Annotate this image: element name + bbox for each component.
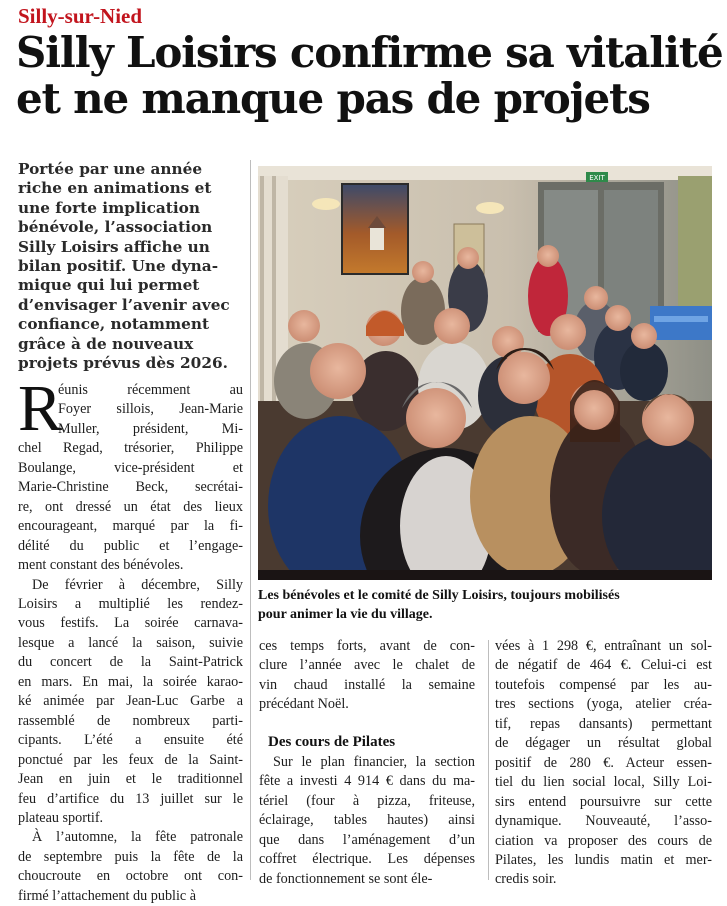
text-line: que dans l’aménagement d’un: [259, 831, 475, 848]
section-kicker: Silly-sur-Nied: [18, 4, 143, 28]
lead-line: grâce à de nouveaux: [18, 334, 194, 353]
text-line: À l’automne, la fête patronale: [32, 829, 243, 846]
lead-line: d’envisager l’avenir avec: [18, 295, 230, 314]
text-line: sirs entend poursuivre sur cette: [495, 793, 712, 810]
text-line: positif de 280 €. Acteur essen-: [495, 754, 712, 771]
text-line: du concert de la Saint-Patrick: [18, 654, 243, 671]
text-line: de septembre puis la fête de la: [18, 848, 243, 865]
text-line: vous festifs. La soirée carnava-: [18, 615, 243, 632]
text-line: cipants. L’été a ensuite été: [18, 732, 243, 749]
text-line: Foyer sillois, Jean-Marie: [58, 401, 243, 418]
text-line: feu d’artifice du 13 juillet sur le: [18, 790, 243, 807]
text-line: tres sections (yoga, atelier créa-: [495, 696, 712, 713]
section-subhead: Des cours de Pilates: [268, 734, 396, 750]
text-line: tif, repas dansants) permettant: [495, 715, 712, 732]
text-line: plateau sportif.: [18, 809, 104, 826]
column-divider: [488, 640, 489, 880]
column-divider: [250, 160, 251, 880]
text-line: en mars. En mai, la soirée karao-: [18, 673, 243, 690]
text-line: firmé l’attachement du public à: [18, 887, 197, 904]
text-line: choucroute en octobre ont con-: [18, 868, 243, 885]
text-line: Marie-Christine Beck, secrétai-: [18, 479, 243, 496]
text-line: encourageant, marqué par la fi-: [18, 518, 243, 535]
text-line: ment constant des bénévoles.: [18, 557, 184, 574]
text-line: Boulange, vice-président et: [18, 459, 243, 476]
body-column-2-bottom: [259, 753, 475, 889]
body-column-1: [18, 381, 243, 906]
text-line: ké animée par Jean-Luc Garbe a: [18, 693, 243, 710]
text-line: éclairage, tables hautes) ainsi: [259, 812, 475, 829]
lead-line: mique qui lui permet: [18, 276, 200, 295]
text-line: Pilates, les lundis matin et mer-: [495, 851, 712, 868]
text-line: tiel du lien social local, Silly Loi-: [495, 774, 712, 791]
text-line: de dégager un résultat global: [495, 735, 712, 752]
text-line: rassemblé de nombreux parti-: [18, 712, 243, 729]
photo-caption: [258, 586, 718, 624]
lead-line: projets prévus dès 2026.: [18, 354, 228, 373]
lead-line: Portée par une année: [18, 160, 203, 178]
text-line: Jean en juin et le traditionnel: [18, 771, 243, 788]
text-line: de négatif de 464 €. Celui-ci est: [495, 657, 712, 674]
lead-line: une forte implication: [18, 198, 201, 217]
text-line: credis soir.: [495, 871, 557, 888]
text-line: re, ont dressé un état des lieux: [18, 498, 243, 515]
text-line: Muller, président, Mi-: [58, 420, 243, 437]
text-line: lesque a lancé la saison, suivie: [18, 634, 243, 651]
headline-line: et ne manque pas de projets: [16, 74, 650, 123]
article-headline: [16, 28, 723, 123]
text-line: ciation va proposer des cours de: [495, 832, 712, 849]
lead-line: riche en animations et: [18, 179, 212, 198]
lead-line: bilan positif. Une dyna-: [18, 257, 219, 276]
lead-line: confiance, notamment: [18, 315, 210, 334]
text-line: précédant Noël.: [259, 696, 349, 713]
caption-line: pour animer la vie du village.: [258, 607, 433, 622]
text-line: fête a investi 4 914 € dans du ma-: [259, 773, 475, 790]
text-line: ces temps forts, avant de con-: [259, 638, 475, 654]
text-line: Loisirs a multiplié les rendez-: [18, 595, 243, 612]
text-line: tériel (four à pizza, friteuse,: [259, 792, 475, 809]
group-photo: [258, 166, 712, 580]
text-line: Sur le plan financier, la section: [273, 754, 475, 770]
text-line: vin chaud installé la semaine: [259, 676, 475, 693]
volunteers-photo: [258, 166, 712, 580]
text-line: éunis récemment au: [58, 382, 243, 398]
body-column-3: [495, 637, 712, 890]
headline-line: Silly Loisirs confirme sa vitalité: [16, 28, 723, 77]
text-line: De février à décembre, Silly: [32, 576, 243, 593]
exit-sign-text: EXIT: [589, 174, 605, 182]
body-column-2-top: [259, 637, 475, 715]
text-line: clure l’année avec le chalet de: [259, 657, 475, 674]
text-line: délité du public et l’engage-: [18, 537, 243, 554]
text-line: chel Regad, trésorier, Philippe: [18, 440, 243, 457]
lead-line: Silly Loisirs affiche un: [18, 237, 210, 256]
caption-line: Les bénévoles et le comité de Silly Loisirs, toujours mobilisés: [258, 588, 620, 603]
text-line: dynamique. Nouveauté, l’asso-: [495, 813, 712, 830]
article-lead: [18, 160, 244, 373]
text-line: de fonctionnement se sont éle-: [259, 870, 433, 887]
text-line: vées à 1 298 €, entraînant un sol-: [495, 638, 712, 654]
lead-line: bénévole, l’association: [18, 218, 213, 237]
text-line: toutefois compensé par les au-: [495, 676, 712, 693]
text-line: ponctué par les feux de la Saint-: [18, 751, 243, 768]
text-line: coffret électrique. Les dépenses: [259, 851, 475, 868]
drop-cap: R: [18, 372, 63, 445]
